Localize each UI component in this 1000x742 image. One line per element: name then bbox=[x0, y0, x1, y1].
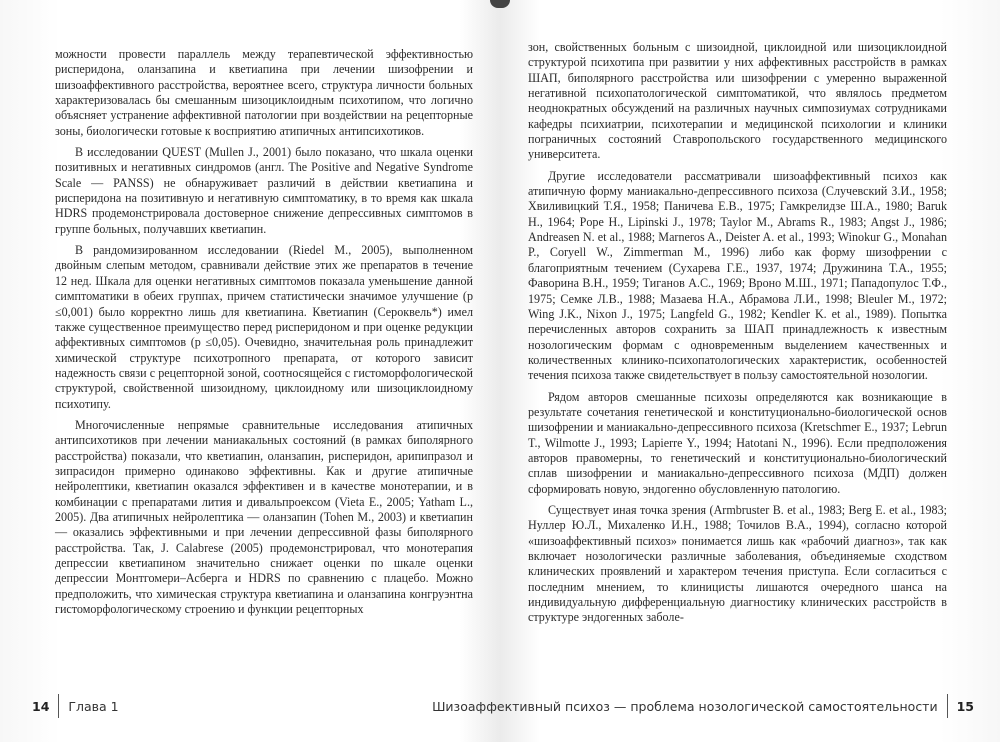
paragraph: В исследовании QUEST (Mullen J., 2001) было показано, что шкала оценки позитивных и негативных синдромов (англ. The Positive and Negative Syndrome Scale — PANSS) не обнаруживает различий в действии кветиапина и рисперидона на позитивную и негативную симптоматику, в то время как шкала HDRS продемонстрировала достоверное снижение депрессивных симптомов в группе больных, получавших кветиапин. bbox=[55, 145, 473, 236]
right-page-text bbox=[528, 40, 947, 626]
right-page bbox=[432, 0, 1000, 742]
page-number: 14 bbox=[32, 698, 50, 714]
paragraph: зон, свойственных больным с шизоидной, циклоидной или шизоциклоидной структурой психотипа при развитии у них аффективных расстройств в рамках ШАП, биполярного расстройства или шизофрении с умеренно выраженной негативной психопатологической симптоматикой, что являлось предметом неоднократных обсуждений на различных научных симпозиумах сотрудниками кафедры психиатрии, психотерапии и медицинской психологии и клиники пограничных состояний Ставропольского государственного медицинского университета. bbox=[528, 40, 947, 162]
paragraph: В рандомизированном исследовании (Riedel M., 2005), выполненном двойным слепым методом, сравнивали действие этих же препаратов в течение 12 нед. Шкала для оценки негативных симптомов показала уменьшение данной симптоматики в обеих группах, причем статистически значимое улучшение (p ≤0,001) было корректно лишь для кветиапина. Кветиапин (Сероквель*) имел также существенное преимущество перед рисперидоном и при оценке редукции аффективных симптомов (p ≤0,05). Очевидно, значительная роль принадлежит химической структуре психотропного препарата, от которого зависит надежность связи с рецепторной зоной, соотносящейся с гистоморфологической структурой, свойственной шизоидному, циклоидному или шизоциклоидному психотипу. bbox=[55, 243, 473, 411]
chapter-label: Глава 1 bbox=[68, 698, 119, 714]
paragraph: можности провести параллель между терапевтической эффективностью рисперидона, оланзапина и кветиапина при лечении шизофрении и шизоаффективного расстройства, вероятнее всего, структура личности больных характеризовалась бы смешанным шизоциклоидным психотипом, что логично объясняет устранение аффективной патологии при воздействии на рецепторные зоны, биологически готовые к восприятию атипичных антипсихотиков. bbox=[55, 47, 473, 138]
running-title: Шизоаффективный психоз — проблема нозологической самостоятельности bbox=[432, 698, 938, 714]
left-page-text bbox=[55, 47, 473, 617]
page-number: 15 bbox=[956, 698, 974, 714]
footer-divider bbox=[947, 694, 948, 718]
footer-divider bbox=[58, 694, 59, 718]
paragraph: Многочисленные непрямые сравнительные исследования атипичных антипсихотиков при лечении маниакальных состояний (в рамках биполярного расстройства) показали, что кветиапин, оланзапин, рисперидон, арипипразол и зипрасидон примерно одинаково эффективны. Как и другие атипичные нейролептики, кветиапин оказался эффективен и в качестве монотерапии, и в комбинации с препаратами лития и дивальпроексом (Vieta E., 2005; Yatham L., 2005). Два атипичных нейролептика — оланзапин (Tohen M., 2003) и кветиапин — оказались эффективными и при лечении депрессивной фазы биполярного расстройства. Так, J. Calabrese (2005) продемонстрировал, что монотерапия депрессии кветиапином значительно снижает оценки по шкале оценки депрессии Монтгомери–Асберга и HDRS по сравнению с плацебо. Можно предположить, что химическая структура кветиапина и оланзапина конгруэнтна гистоморфологическому строению и функции рецепторных bbox=[55, 417, 473, 617]
paragraph: Другие исследователи рассматривали шизоаффективный психоз как атипичную форму маниакально-депрессивного психоза (Случевский З.И., 1958; Хвиливицкий Т.Я., 1958; Паничева Е.В., 1975; Гамкрелидзе Ш.А., 1980; Baruk H., 1964; Pope H., Lipinski J., 1978; Taylor M., Abrams R., 1983; Angst J., 1986; Andreasen N. et al., 1988; Marneros A., Deister A. et al., 1993; Winokur G., Monahan P., Coryell W., Zimmerman M., 1996) либо как форму шизофрении с благоприятным течением (Сухарева Г.Е., 1937, 1974; Дружинина Т.А., 1955; Фаворина В.Н., 1959; Тиганов А.С., 1969; Вроно М.Ш., 1971; Пападопулос Т.Ф., 1975; Семке Л.В., 1988; Мазаева Н.А., Абрамова Л.И., 1998; Bleuler M., 1972; Wing J.K., Nixon J., 1975; Langfeld G., 1982; Kendler K. et al., 1989). Попытка перечисленных авторов сохранить за ШАП принадлежность к известным нозологическим формам с одновременным выделением качественных и количественных клинико-психопатологических характеристик, особенностей течения психоза также свидетельствует в пользу самостоятельной нозологии. bbox=[528, 168, 947, 383]
paragraph: Существует иная точка зрения (Armbruster B. et al., 1983; Berg E. et al., 1983; Нуллер Ю.Л., Михаленко И.Н., 1988; Точилов В.А., 1994), согласно которой «шизоаффективный психоз» понимается лишь как «рабочий диагноз», так как включает нозологически различные заболевания, объединяемые сходством клинических проявлений и характером течения приступа. Если согласиться с последним мнением, то клиницисты лишаются очередного шанса на индивидуальную дифференциальную диагностику клинических расстройств в структуре эндогенных заболе- bbox=[528, 502, 947, 625]
paragraph: Рядом авторов смешанные психозы определяются как возникающие в результате сочетания генетической и конституционально-биологической основ шизофрении и маниакально-депрессивного психоза (Kretschmer E., 1937; Lebrun T., Wilmotte J., 1993; Lapierre Y., 1994; Hatotani N., 1996). Если предположения авторов правомерны, то генетический и конституционально-биологический сплав шизофрении и маниакально-депрессивного психоза (МДП) должен сформировать новую, эндогенно обусловленную патологию. bbox=[528, 389, 947, 496]
right-page-footer bbox=[432, 694, 974, 718]
left-page-footer bbox=[32, 694, 119, 718]
